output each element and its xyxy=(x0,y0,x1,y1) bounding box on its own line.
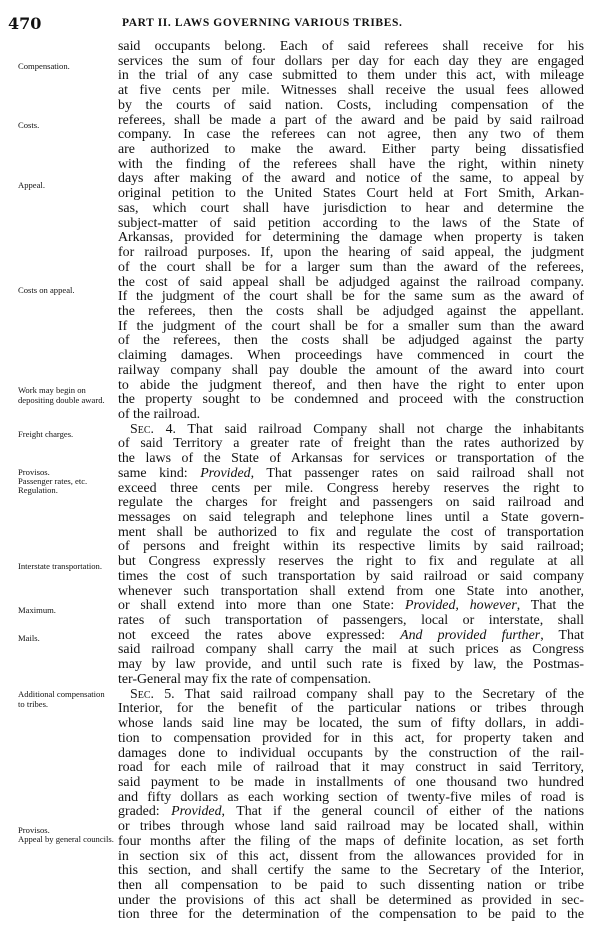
text-line: then all compensation to be paid to such dissenting nation or tribe xyxy=(118,877,584,893)
text-line: original petition to the United States Court held at Fort Smith, Arkan- xyxy=(118,186,584,202)
margin-note: Costs. xyxy=(18,120,40,130)
text-line: and fifty dollars as each working section of twenty-five miles of road is xyxy=(118,789,584,805)
text-line: referees, shall be made a part of the award and be paid by said railroad xyxy=(118,112,584,128)
margin-note: Interstate transportation. xyxy=(18,561,102,571)
margin-note: Provisos. xyxy=(18,467,50,477)
margin-note: Appeal. xyxy=(18,180,45,190)
text-line: sas, which court shall have jurisdiction to hear and determine the xyxy=(118,200,584,216)
text-line: of said Territory a greater rate of freight than the rates authorized by xyxy=(118,436,584,452)
margin-note: Work may begin on depositing double award. xyxy=(18,385,105,405)
text-line: by the courts of said nation. Costs, including compensation of the xyxy=(118,97,584,113)
running-title: PART II. LAWS GOVERNING VARIOUS TRIBES. xyxy=(122,17,403,29)
text-line: ment shall be authorized to fix and regulate the cost of transportation xyxy=(118,524,584,540)
text-line: same kind: Provided, That passenger rates on said railroad shall not xyxy=(118,465,585,481)
text-line: Sec. 5. That said railroad company shall pay to the Secretary of the xyxy=(130,686,584,702)
text-line: claiming damages. When proceedings have commenced in court the xyxy=(118,348,584,364)
text-line: of persons and freight within its respective limits by said railroad; xyxy=(118,539,584,555)
text-line: tion three for the determination of the compensation to be paid to the xyxy=(118,907,584,923)
text-line: in the trial of any case submitted to them under this act, with mileage xyxy=(118,68,584,84)
text-line: whenever such transportation shall extend from one State into another, xyxy=(118,583,584,599)
text-line: subject-matter of said petition according to the laws of the State of xyxy=(118,215,584,231)
text-line: in section six of this act, dissent from the allowances provided for in xyxy=(118,848,584,864)
text-line: said occupants belong. Each of said referees shall receive for his xyxy=(118,39,584,54)
margin-note: Costs on appeal. xyxy=(18,285,75,295)
text-line: company. In case the referees can not agree, then any two of them xyxy=(118,127,584,143)
margin-note: Passenger rates, etc. xyxy=(18,476,88,486)
text-line: of the railroad. xyxy=(118,406,201,422)
text-line: said payment to be made in installments of one thousand two hundred xyxy=(118,774,584,790)
text-line: of the court shall be for a larger sum than the award of the referees, xyxy=(118,259,584,275)
text-line: not exceed the rates above expressed: And provided further, That xyxy=(118,627,584,643)
text-line: damages done to individual occupants by the construction of the rail- xyxy=(118,745,584,761)
text-line: the cost of said appeal shall be adjudged against the railroad company. xyxy=(118,274,584,290)
text-line: at five cents per mile. Witnesses shall receive the usual fees allowed xyxy=(118,83,584,99)
text-line: If the judgment of the court shall be for the same sum as the award of xyxy=(118,289,584,305)
text-line: this section, and shall certify the same to the Secretary of the Interior, xyxy=(118,863,584,879)
text-line: are authorized to make the award. Either party being dissatisfied xyxy=(118,142,584,158)
margin-note: Mails. xyxy=(18,633,40,643)
text-line: railway company shall pay double the amount of the award into court xyxy=(118,362,584,378)
text-line: Arkansas, provided for determining the damage when property is taken xyxy=(118,230,584,246)
text-line: four months after the filing of the maps of definite location, as set forth xyxy=(118,833,584,849)
text-line: exceed three cents per mile. Congress hereby reserves the right to xyxy=(118,480,584,496)
text-line: but Congress expressly reserves the right to fix and regulate at all xyxy=(118,554,584,570)
text-line: the referees, then the costs shall be adjudged against the appellant. xyxy=(118,303,584,319)
margin-note: Provisos. xyxy=(18,825,50,835)
text-line: If the judgment of the court shall be for a smaller sum than the award xyxy=(118,318,584,334)
margin-note: Regulation. xyxy=(18,485,58,495)
text-line: may by law provide, and until such rate is fixed by law, the Postmas- xyxy=(118,657,584,673)
margin-note: Freight charges. xyxy=(18,429,74,439)
text-line: for railroad purposes. If, upon the hearing of said appeal, the judgment xyxy=(118,245,584,261)
page-number: 470 xyxy=(8,14,42,33)
text-line: ter-General may fix the rate of compensation. xyxy=(118,671,372,687)
text-line: days after making of the award and notice of the same, to appeal by xyxy=(118,171,584,187)
text-line: Sec. 4. That said railroad Company shall not charge the inhabitants xyxy=(130,421,584,437)
text-line: or shall extend into more than one State: Provided, however, That the xyxy=(118,598,585,614)
text-line: or tribes through whose land said railroad may be located shall, within xyxy=(118,819,584,835)
text-line: rates of such transportation of passengers, local or interstate, shall xyxy=(118,613,584,629)
text-line: the property sought to be condemned and proceed with the construction xyxy=(118,392,584,408)
text-line: times the cost of such transportation by said railroad or said company xyxy=(118,568,584,584)
text-line: under the provisions of this act shall be determined as provided in sec- xyxy=(118,892,584,908)
text-line: with the finding of the referees shall have the right, within ninety xyxy=(118,156,584,172)
text-line: graded: Provided, That if the general council of either of the nations xyxy=(118,804,584,820)
body-text xyxy=(118,40,584,923)
text-line: services the sum of four dollars per day for each day they are engaged xyxy=(118,53,584,69)
margin-note: Appeal by general councils. xyxy=(18,834,114,844)
text-line: said railroad company shall carry the mail at such prices as Congress xyxy=(118,642,584,658)
text-line: Interior, for the benefit of the particular nations or tribes through xyxy=(118,701,584,717)
text-line: the laws of the State of Arkansas for services or transportation of the xyxy=(118,451,584,467)
margin-note: Compensation. xyxy=(18,61,70,71)
text-line: of the referees, then the costs shall be adjudged against the party xyxy=(118,333,584,349)
margin-note: Additional compensation to tribes. xyxy=(18,689,105,709)
text-line: to abide the judgment thereof, and then have the right to enter upon xyxy=(118,377,584,393)
text-line: regulate the charges for freight and passengers on said railroad and xyxy=(118,495,584,511)
margin-note: Maximum. xyxy=(18,605,56,615)
text-line: messages on said telegraph and telephone lines until a State govern- xyxy=(118,510,584,525)
text-line: tion to compensation provided for in this act, for property taken and xyxy=(118,730,584,746)
text-line: road for each mile of railroad that it may construct in said Territory, xyxy=(118,760,584,776)
text-line: whose lands said line may be located, the sum of fifty dollars, in addi- xyxy=(118,716,584,732)
